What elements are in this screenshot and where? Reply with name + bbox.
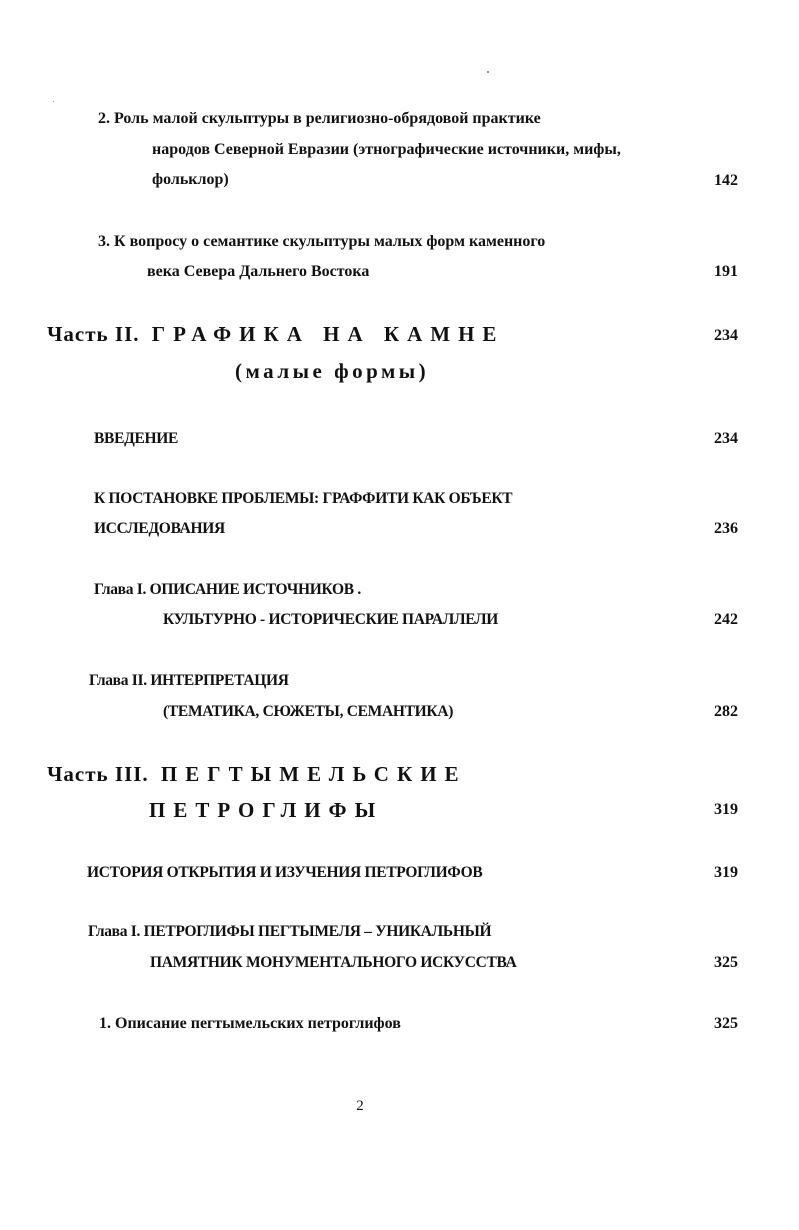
part-3-heading [47,761,467,787]
part-3-title: ПЕГТЫМЕЛЬСКИЕ [160,762,467,786]
toc-entry-history: ИСТОРИЯ ОТКРЫТИЯ И ИЗУЧЕНИЯ ПЕТРОГЛИФОВ [87,864,483,881]
toc-chapter-2-line2: (ТЕМАТИКА, СЮЖЕТЫ, СЕМАНТИКА) [163,703,454,720]
toc-chapter-2-line1: Глава II. ИНТЕРПРЕТАЦИЯ [89,672,289,689]
toc-entry-problem-line1: К ПОСТАНОВКЕ ПРОБЛЕМЫ: ГРАФФИТИ КАК ОБЪЕКТ [94,490,513,507]
toc-chapter-1-line2: КУЛЬТУРНО - ИСТОРИЧЕСКИЕ ПАРАЛЛЕЛИ [163,611,499,628]
part-2-heading [47,321,504,347]
toc-part3-chapter-1-line2: ПАМЯТНИК МОНУМЕНТАЛЬНОГО ИСКУССТВА [150,954,517,971]
toc-entry-3-line1: 3. К вопросу о семантике скульптуры малых форм каменного [98,233,546,250]
toc-entry-2-page: 142 [714,172,738,189]
toc-entry-introduction-page: 234 [714,430,738,447]
toc-entry-2-line3: фольклор) [152,171,229,188]
toc-entry-introduction: ВВЕДЕНИЕ [94,430,179,447]
toc-chapter-1-line1: Глава I. ОПИСАНИЕ ИСТОЧНИКОВ . [94,581,361,598]
toc-chapter-1-page: 242 [714,611,738,628]
page-number: 2 [356,1098,364,1114]
toc-entry-problem-line2: ИССЛЕДОВАНИЯ [94,520,225,537]
part-2-prefix: Часть II. [47,322,140,346]
toc-entry-3-line2: века Севера Дальнего Востока [147,263,370,280]
part-2-title: ГРАФИКА НА КАМНЕ [151,322,505,346]
toc-entry-3-page: 191 [714,263,738,280]
toc-entry-problem-page: 236 [714,520,738,537]
part-3-prefix: Часть III. [47,762,149,786]
part-3-title-line2: ПЕТРОГЛИФЫ [149,798,384,822]
scan-speck [53,101,54,102]
part-2-page: 234 [714,327,738,344]
toc-section-1-page: 325 [714,1015,738,1032]
toc-part3-chapter-1-page: 325 [714,954,738,971]
toc-section-1: 1. Описание пегтымельских петроглифов [99,1015,401,1032]
toc-chapter-2-page: 282 [714,703,738,720]
part-2-subtitle: (малые формы) [235,359,430,383]
toc-entry-2-line2: народов Северной Евразии (этнографические источники, мифы, [152,141,621,158]
toc-part3-chapter-1-line1: Глава I. ПЕТРОГЛИФЫ ПЕГТЫМЕЛЯ – УНИКАЛЬНЫЙ [88,923,492,940]
part-3-page: 319 [714,801,738,818]
toc-entry-2-line1: 2. Роль малой скульптуры в религиозно-обрядовой практике [98,110,541,127]
scan-speck [487,71,489,73]
toc-entry-history-page: 319 [714,864,738,881]
